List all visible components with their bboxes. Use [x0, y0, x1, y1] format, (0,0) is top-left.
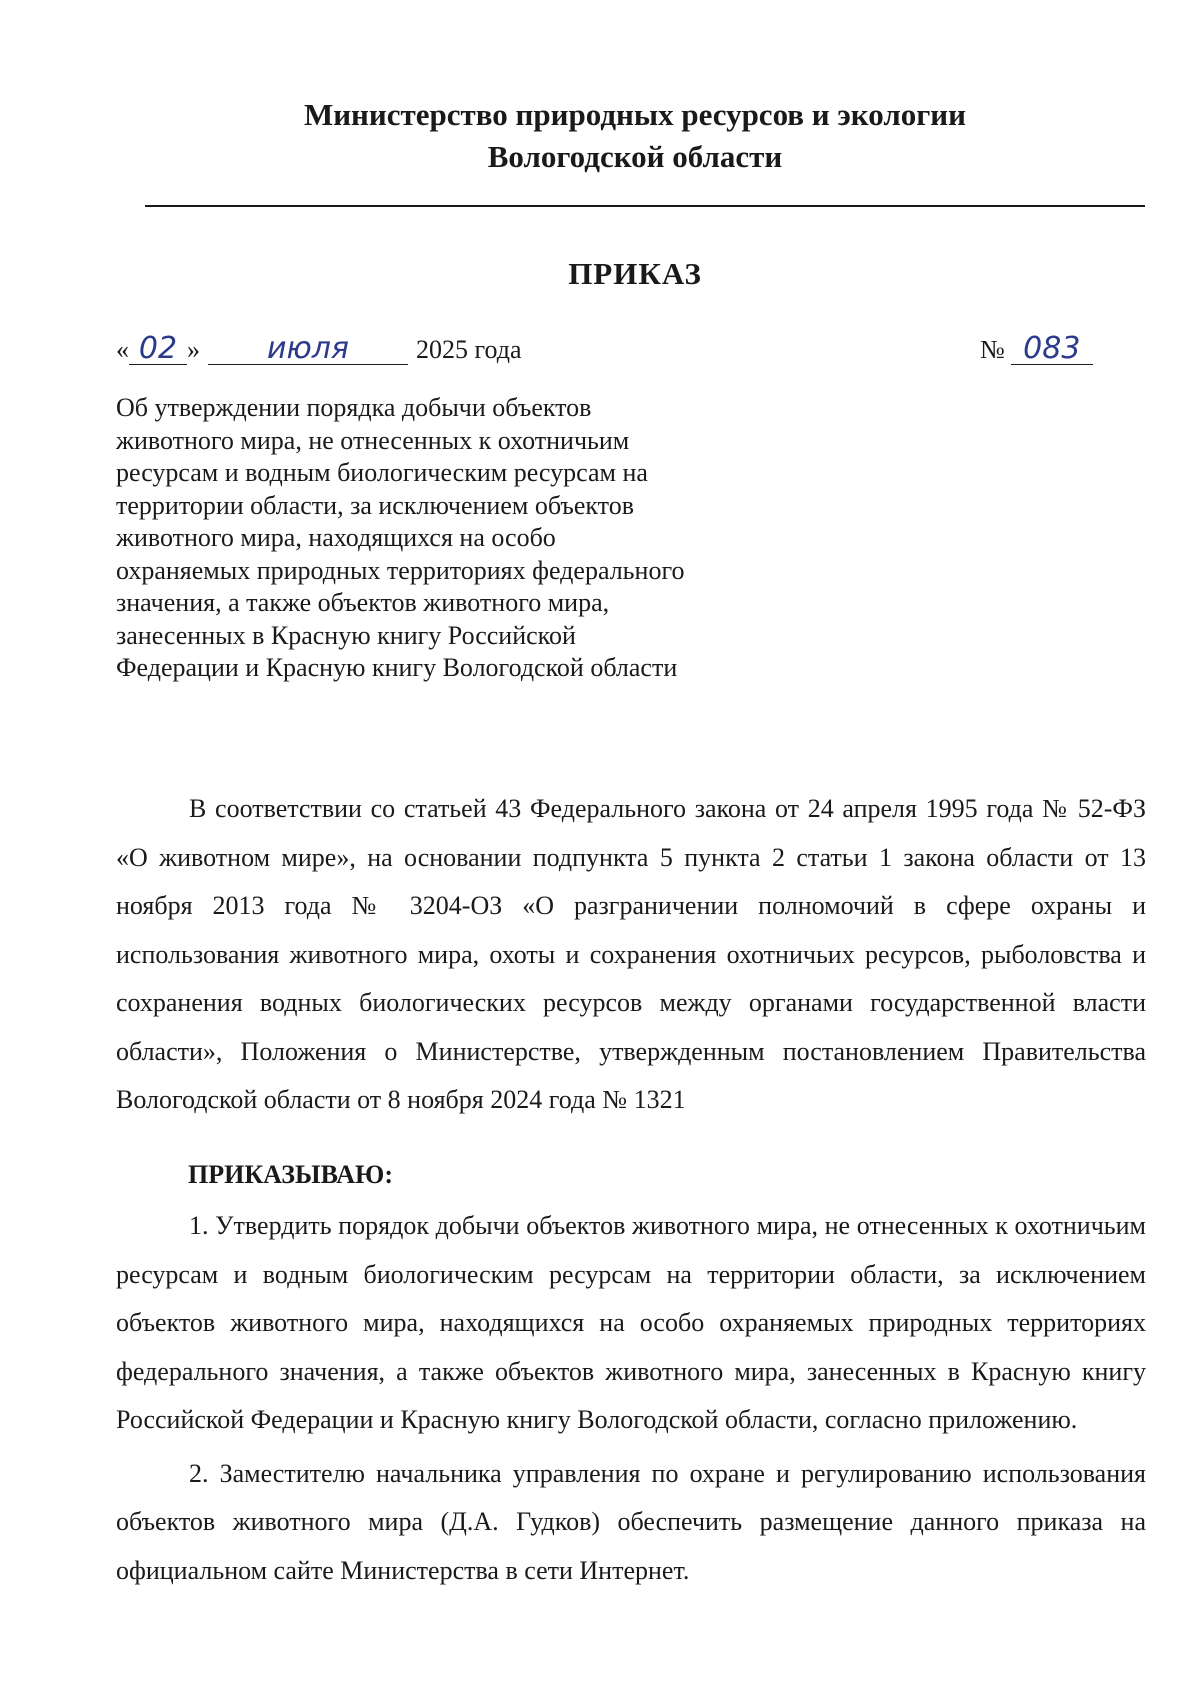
organization-name-line1: Министерство природных ресурсов и экологии	[303, 97, 967, 132]
subject-line: значения, а также объектов животного мира,	[116, 588, 610, 617]
subject-line: Федерации и Красную книгу Вологодской области	[116, 653, 678, 682]
subject-line: охраняемых природных территориях федерального	[116, 555, 685, 585]
subject-line: ресурсам и водным биологическим ресурсам на	[116, 458, 648, 487]
order-point-1: 1. Утвердить порядок добычи объектов животного мира, не отнесенных к охотничьим ресурсам и водным биологическим ресурсам на территории области, за исключением объектов животного мира, находящихся на особо охраняемых природных территориях федерального значения, а также объектов животного мира, занесенных в Красную книгу Российской Федерации и Красную книгу Вологодской области, согласно приложению.	[116, 1211, 1146, 1434]
date-close-quote: »	[187, 335, 200, 364]
subject-line: животного мира, находящихся на особо	[116, 523, 556, 552]
preamble-paragraph: В соответствии со статьей 43 Федерального закона от 24 апреля 1995 года № 52-ФЗ «О животном мире», на основании подпункта 5 пункта 2 статьи 1 закона области от 13 ноября 2013 года № 3204-ОЗ «О разграничении полномочий в сфере охраны и использования животного мира, охоты и сохранения охотничьих ресурсов, рыболовства и сохранения водных биологических ресурсов между органами государственной власти области», Положения о Министерстве, утвержденным постановлением Правительства Вологодской области от 8 ноября 2024 года № 1321	[116, 794, 1146, 1114]
organization-header	[0, 94, 1200, 178]
order-points	[116, 1202, 1146, 1595]
header-divider	[145, 205, 1145, 207]
document-type-title: ПРИКАЗ	[568, 256, 702, 291]
organization-name-line2: Вологодской области	[487, 139, 783, 174]
number-sign: №	[980, 335, 1005, 364]
order-point-2: 2. Заместителю начальника управления по охране и регулированию использования объектов животного мира (Д.А. Гудков) обеспечить размещение данного приказа на официальном сайте Министерства в сети Интернет.	[116, 1458, 1146, 1585]
date-year: 2025 года	[416, 335, 522, 364]
order-date	[116, 330, 522, 370]
date-day-handwritten: 02	[129, 334, 187, 365]
order-subject	[116, 392, 756, 685]
subject-line: Об утверждении порядка добычи объектов	[116, 393, 592, 422]
date-month-handwritten: июля	[208, 334, 408, 365]
number-value-handwritten: 083	[1011, 334, 1093, 365]
order-directive-heading: ПРИКАЗЫВАЮ:	[188, 1160, 393, 1189]
date-open-quote: «	[116, 335, 129, 364]
subject-line: занесенных в Красную книгу Российской	[116, 620, 576, 650]
subject-line: территории области, за исключением объектов	[116, 490, 634, 520]
order-number	[980, 330, 1093, 370]
subject-line: животного мира, не отнесенных к охотничьим	[116, 425, 630, 455]
